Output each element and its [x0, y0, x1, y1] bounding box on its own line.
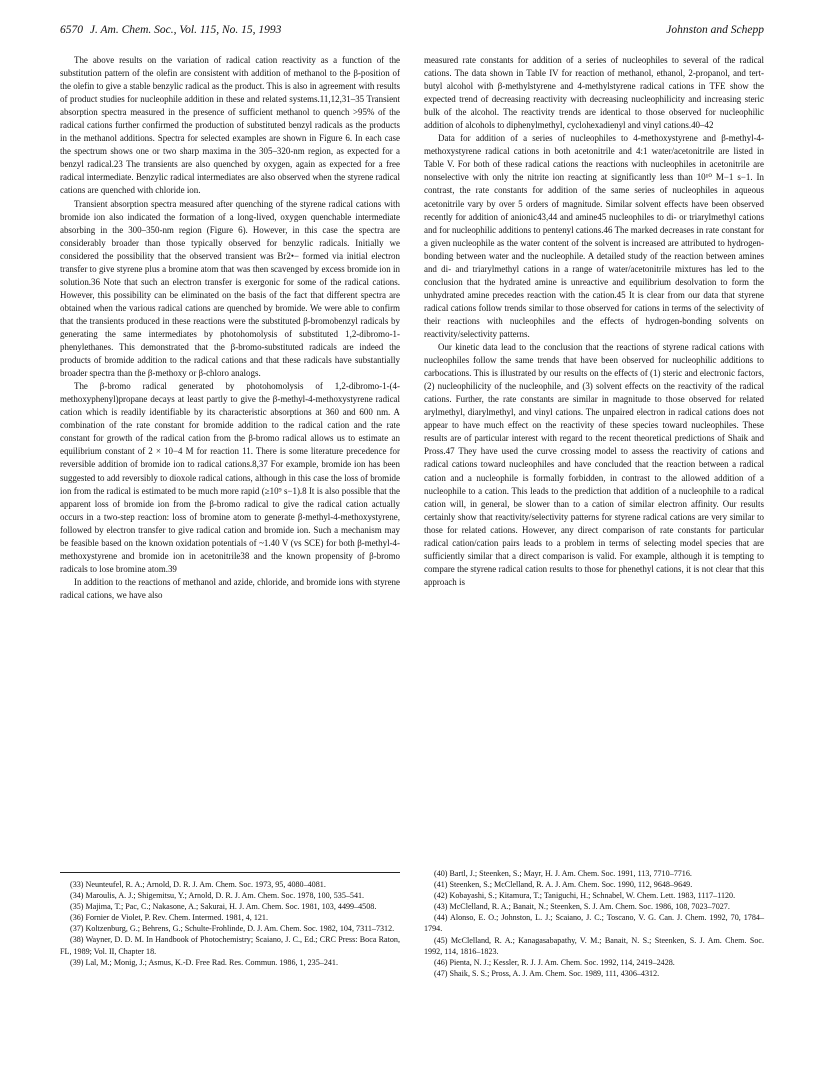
references-right — [424, 868, 764, 979]
running-head-authors: Johnston and Schepp — [666, 24, 764, 36]
page-number: 6570 — [60, 24, 83, 36]
reference-item: (42) Kobayashi, S.; Kitamura, T.; Taniguchi, H.; Schnabel, W. Chem. Lett. 1983, 1117–1120. — [434, 891, 736, 901]
reference-item: (43) McClelland, R. A.; Banait, N.; Steenken, S. J. Am. Chem. Soc. 1986, 108, 7023–7027. — [434, 902, 730, 912]
reference-item: (37) Koltzenburg, G.; Behrens, G.; Schulte-Frohlinde, D. J. Am. Chem. Soc. 1982, 104, 7311–7312. — [70, 924, 395, 934]
paragraph: measured rate constants for addition of a series of nucleophiles to several of the radical cations. The data shown in Table IV for reaction of methanol, ethanol, 2-propanol, and tert-butyl alcohol with β-methylstyrene and 4-methylstyrene radical cations in TFE show the expected trend of decreasing reactivity with decreasing nucleophilicity and increasing steric bulk of the alcohol. The reactivity trends are identical to those observed for nucleophilic addition of alcohols to diphenylmethyl, cyclohexadienyl and vinyl cations.40–42 — [424, 55, 764, 131]
paragraph: Data for addition of a series of nucleophiles to 4-methoxystyrene and β-methyl-4-methoxystyrene radical cations in both acetonitrile and 4:1 water/acetonitrile are listed in Table V. For both of these radical cations the reactions with nucleophiles in acetonitrile are nonselective with only the nitrite ion reacting at significantly less than 10¹⁰ M−1 s−1. In contrast, the rate constants for addition of the same series of nucleophiles in aqueous acetonitrile vary by over 5 orders of magnitude. Similar solvent effects have been observed recently for addition of anionic43,44 and amine45 nucleophiles to di- or triarylmethyl cations and for nucleophilic additions to pentenyl cations.46 The marked decreases in rate constant for a given nucleophile as the water content of the solvent is increased are attributed to hydrogen-bonding between water and the nucleophile. A detailed study of the reaction between amines and di- and triarylmethyl cations in a range of water/acetonitrile mixtures has led to the conclusion that the hydrated amine is unreactive and equilibrium desolvation to form the unhydrated amine precedes reaction with the cation.45 It is clear from our data that styrene radical cations follow trends similar to those observed for cations in terms of the selectivity of their reactions with nucleophiles and the effects of hydrogen-bonding solvents on reactivity/selectivity patterns. — [424, 133, 764, 339]
paragraph: The above results on the variation of radical cation reactivity as a function of the substitution pattern of the olefin are consistent with addition of methanol to the β-position of the olefin to give a stable benzylic radical as the product. This is also in agreement with results of product studies for nucleophile addition in these and related systems.11,12,31–35 Transient absorption spectra measured in the presence of sufficient methanol to quench >95% of the radical cations further confirmed the production of substituted benzyl radicals as the products in the methanol additions. Spectra for selected examples are shown in Figure 6. In each case the spectrum shows one or two sharp maxima in the 305–320-nm region, as expected for a benzyl radical.23 The transients are also quenched by oxygen, again as expected for a free radical intermediate. Benzylic radical intermediates are also observed when the styrene radical cations are quenched with chloride ion. — [60, 55, 400, 196]
journal-citation: J. Am. Chem. Soc., Vol. 115, No. 15, 1993 — [89, 24, 282, 36]
reference-item: (35) Majima, T.; Pac, C.; Nakasone, A.; Sakurai, H. J. Am. Chem. Soc. 1981, 103, 4499–4508. — [70, 902, 377, 912]
paragraph: The β-bromo radical generated by photohomolysis of 1,2-dibromo-1-(4-methoxyphenyl)propane decays at least partly to give the β-methyl-4-methoxystyrene radical cation which is readily identifiable by its characteristic absorptions at 360 and 600 nm. A combination of the rate constant for bromide addition to the radical cation and the rate constant for growth of the radical cation from the β-bromo radical allows us to estimate an equilibrium constant of 2 × 10−4 M for reaction 11. There is some literature precedence for reversible addition of bromide ion to radical cations.8,37 For example, bromide ion has been suggested to add reversibly to dioxole radical cations, although in this case the loss of bromide ion from the radical is estimated to be much more rapid (≥10⁹ s−1).8 It is also possible that the apparent loss of bromide ion from the β-bromo radical to give the radical cation actually occurs in a two-step reaction: loss of bromine atom to generate β-methyl-4-methoxystyrene, followed by electron transfer to give radical cation and bromide ion. Such a mechanism may be feasible based on the known oxidation potentials of ~1.40 V (vs SCE) for both β-methyl-4-methoxystyrene and bromide ion in acetonitrile38 and the known propensity of β-bromo radicals to lose bromine atom.39 — [60, 381, 400, 574]
reference-item: (45) McClelland, R. A.; Kanagasabapathy, V. M.; Banait, N. S.; Steenken, S. J. Am. Chem. Soc. 1992, 114, 1816–1823. — [424, 935, 764, 956]
reference-item: (44) Alonso, E. O.; Johnston, L. J.; Scaiano, J. C.; Toscano, V. G. Can. J. Chem. 1992, 70, 1784–1794. — [424, 913, 764, 934]
running-head-left — [60, 24, 285, 44]
reference-item: (34) Maroulis, A. J.; Shigemitsu, Y.; Arnold, D. R. J. Am. Chem. Soc. 1978, 100, 535–541. — [70, 891, 365, 901]
left-text-column — [60, 54, 400, 602]
paragraph: Our kinetic data lead to the conclusion that the reactions of styrene radical cations with nucleophiles follow the same trends that have been observed for nucleophilic additions to carbocations. This is illustrated by our results on the effects of (1) steric and electronic factors, (2) nucleophilicity of the nucleophile, and (3) solvent effects on the reactivity of the radical cations. Further, the rate constants are similar in magnitude to those observed for related arylmethyl, diarylmethyl, and vinyl cations. The unpaired electron in radical cations does not appear to have much effect on the reactivity of these species toward nucleophiles. These results are of particular interest with regard to the recent theoretical predictions of Shaik and Pross.47 They have used the curve crossing model to assess the reactivity of cations and radical cations toward nucleophiles and have concluded that the reaction between a radical cation and a nucleophile is formally forbidden, in contrast to the allowed addition of a nucleophile to a cation. This leads to the prediction that addition of a nucleophile to a radical cation will, in general, be slower than to a cation of similar electron affinity. Our results certainly show that reactivity/selectivity patterns for styrene radical cations are very similar to those for related cations. However, any direct comparison of rate constants for particular radical cation/cation pairs leads to a problem in terms of selecting model species that are sufficiently similar that a direct comparison is valid. For example, although it is tempting to compare the styrene radical cation results to those for phenethyl cations, it is not clear that this approach is — [424, 342, 764, 587]
reference-item: (39) Lal, M.; Monig, J.; Asmus, K.-D. Free Rad. Res. Commun. 1986, 1, 235–241. — [70, 957, 338, 967]
reference-item: (41) Steenken, S.; McClelland, R. A. J. Am. Chem. Soc. 1990, 112, 9648–9649. — [434, 880, 693, 890]
right-text-column — [424, 54, 764, 589]
running-head — [60, 24, 764, 44]
reference-item: (33) Neunteufel, R. A.; Arnold, D. R. J. Am. Chem. Soc. 1973, 95, 4080–4081. — [70, 880, 326, 889]
reference-item: (47) Shaik, S. S.; Pross, A. J. Am. Chem. Soc. 1989, 111, 4306–4312. — [434, 968, 660, 978]
paragraph: Transient absorption spectra measured after quenching of the styrene radical cations with bromide ion also indicated the formation of a long-lived, oxygen quenchable intermediate absorbing in the 300–350-nm region (Figure 6). However, in this case the spectra are considerably broader than those typically observed for benzylic radicals. Initially we considered the possibility that the observed transient was Br2•− formed via initial electron transfer to give styrene plus a bromine atom that was then scavenged by excess bromide ion in solution.36 Note that such an electron transfer is exergonic for some of the radical cations. However, this possibility can be eliminated on the basis of the fact that different spectra are obtained when the various radical cations are quenched by bromide. We were able to confirm that the transients produced in these reactions were the substituted β-bromobenzyl radicals by generating the same intermediates by photohomolysis of substituted 1,2-dibromo-1-phenylethanes. This demonstrated that the β-bromo-substituted radicals are indeed the products of bromide addition to the radical cations and that these radicals have substantially broader spectra than the β-methoxy or β-chloro analogs. — [60, 198, 400, 379]
references-left — [60, 872, 400, 968]
reference-item: (36) Fornier de Violet, P. Rev. Chem. Intermed. 1981, 4, 121. — [70, 913, 269, 923]
reference-item: (46) Pienta, N. J.; Kessler, R. J. J. Am. Chem. Soc. 1992, 114, 2419–2428. — [434, 957, 675, 967]
reference-item: (40) Bartl, J.; Steenken, S.; Mayr, H. J. Am. Chem. Soc. 1991, 113, 7710–7716. — [434, 869, 692, 878]
reference-item: (38) Wayner, D. D. M. In Handbook of Photochemistry; Scaiano, J. C., Ed.; CRC Press: Boca Raton, FL, 1989; Vol. II, Chapter 18. — [60, 935, 400, 956]
paragraph: In addition to the reactions of methanol and azide, chloride, and bromide ions with styrene radical cations, we have also — [60, 576, 400, 600]
